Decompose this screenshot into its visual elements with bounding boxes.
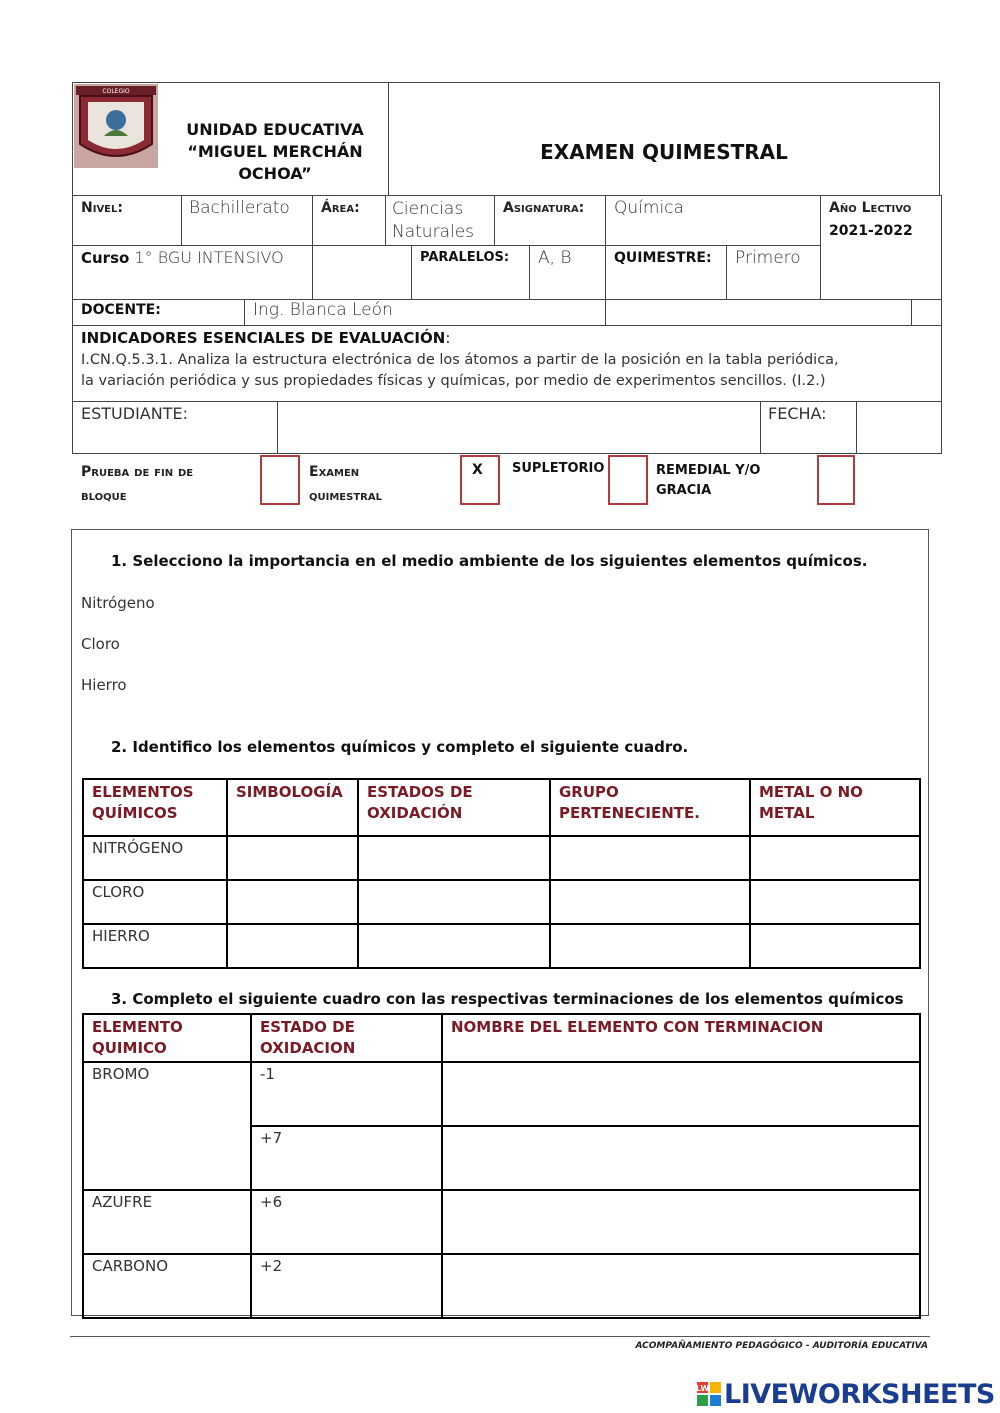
liveworksheets-logo[interactable]	[697, 1378, 995, 1410]
estudiante-label: ESTUDIANTE:	[81, 404, 188, 423]
prueba-label	[81, 460, 193, 508]
q1-item-hierro: Hierro	[81, 676, 127, 694]
q1-item-nitrogeno: Nitrógeno	[81, 594, 155, 612]
paralelos-value: A, B	[538, 248, 572, 268]
q2-input-estados-hierro[interactable]	[358, 924, 550, 968]
liveworksheets-wordmark: LIVEWORKSHEETS	[724, 1378, 995, 1410]
school-name-line2: “MIGUEL MERCHÁN	[187, 142, 363, 161]
q2-input-simbologia-hierro[interactable]	[227, 924, 358, 968]
q3-cell-azufre-state: +6	[251, 1190, 442, 1254]
area-value	[392, 198, 474, 244]
indicadores-label: INDICADORES ESENCIALES DE EVALUACIÓN	[81, 329, 446, 347]
q3-cell-carbono: CARBONO	[83, 1254, 251, 1318]
q2-input-metal-hierro[interactable]	[750, 924, 920, 968]
q3-input-carbono[interactable]	[442, 1254, 920, 1318]
exam-title: EXAMEN QUIMESTRAL	[540, 140, 788, 164]
fecha-label: FECHA:	[768, 404, 827, 423]
q3-input-bromo-2[interactable]	[442, 1126, 920, 1190]
table-row	[83, 1062, 920, 1126]
remedial-label	[656, 461, 760, 501]
q3-cell-carbono-state: +2	[251, 1254, 442, 1318]
footer-note: ACOMPAÑAMIENTO PEDAGÓGICO - AUDITORÍA EDUCATIVA	[635, 1341, 928, 1351]
q3-cell-azufre: AZUFRE	[83, 1190, 251, 1254]
asignatura-value: Química	[614, 198, 684, 218]
svg-text:LW: LW	[697, 1384, 710, 1393]
indicadores-heading	[81, 329, 450, 347]
q2-cell-nitrogeno: NITRÓGENO	[83, 836, 227, 880]
liveworksheets-icon	[697, 1382, 721, 1406]
asignatura-label: Asignatura:	[503, 200, 585, 216]
nivel-label: Nivel:	[81, 200, 123, 216]
table-row	[83, 1254, 920, 1318]
q2-input-metal-cloro[interactable]	[750, 880, 920, 924]
table-row	[83, 880, 920, 924]
q2-input-simbologia-nitrogeno[interactable]	[227, 836, 358, 880]
area-value-line1: Ciencias	[392, 199, 464, 219]
docente-value: Ing. Blanca León	[253, 300, 393, 320]
quimestre-label: QUIMESTRE:	[614, 250, 712, 266]
school-name	[160, 119, 390, 185]
nivel-value: Bachillerato	[189, 198, 290, 218]
curso	[81, 248, 284, 267]
q2-header-grupo: GRUPO PERTENECIENTE.	[550, 779, 750, 836]
q3-header-elemento: ELEMENTO QUIMICO	[83, 1014, 251, 1062]
examen-line1: Examen	[309, 464, 360, 480]
examen-line2: quimestral	[309, 488, 382, 504]
q2-table	[82, 778, 921, 969]
remedial-line2: GRACIA	[656, 483, 712, 498]
remedial-checkbox[interactable]	[817, 455, 855, 505]
curso-value: 1° BGU INTENSIVO	[134, 248, 284, 267]
examen-label	[309, 460, 382, 508]
q2-input-grupo-cloro[interactable]	[550, 880, 750, 924]
estudiante-field[interactable]	[277, 401, 761, 454]
table-row	[83, 1190, 920, 1254]
q2-input-grupo-nitrogeno[interactable]	[550, 836, 750, 880]
q3-header-estado: ESTADO DE OXIDACION	[251, 1014, 442, 1062]
paralelos-label: PARALELOS:	[420, 250, 510, 265]
q1-title: 1. Selecciono la importancia en el medio ambiente de los siguientes elementos químicos.	[111, 552, 868, 570]
q2-cell-hierro: HIERRO	[83, 924, 227, 968]
prueba-line1: Prueba de fin de	[81, 464, 194, 480]
area-value-line2: Naturales	[392, 222, 475, 242]
quimestre-value: Primero	[735, 248, 801, 268]
docente-blank-cell-2	[911, 299, 942, 326]
q3-cell-bromo-state-2: +7	[251, 1126, 442, 1190]
q2-header-simbologia: SIMBOLOGÍA	[227, 779, 358, 836]
school-name-line3: OCHOA”	[238, 164, 312, 183]
q2-header-estados: ESTADOS DE OXIDACIÓN	[358, 779, 550, 836]
q2-header-row	[83, 779, 920, 836]
svg-text:COLEGIO: COLEGIO	[102, 88, 130, 95]
q2-input-grupo-hierro[interactable]	[550, 924, 750, 968]
q3-cell-bromo-state-1: -1	[251, 1062, 442, 1126]
q3-input-azufre[interactable]	[442, 1190, 920, 1254]
remedial-line1: REMEDIAL Y/O	[656, 463, 761, 478]
q2-input-simbologia-cloro[interactable]	[227, 880, 358, 924]
examen-checkbox[interactable]	[460, 455, 500, 505]
prueba-checkbox[interactable]	[260, 455, 300, 505]
school-name-line1: UNIDAD EDUCATIVA	[186, 120, 364, 139]
q1-item-cloro: Cloro	[81, 635, 120, 653]
curso-label: Curso	[81, 249, 130, 267]
q3-input-bromo-1[interactable]	[442, 1062, 920, 1126]
docente-label: DOCENTE:	[81, 302, 161, 318]
q2-input-estados-nitrogeno[interactable]	[358, 836, 550, 880]
q2-input-estados-cloro[interactable]	[358, 880, 550, 924]
footer-divider	[70, 1336, 930, 1337]
q2-title: 2. Identifico los elementos químicos y completo el siguiente cuadro.	[111, 738, 689, 756]
supletorio-label: SUPLETORIO	[512, 461, 605, 476]
indicadores-text-line1: I.CN.Q.5.3.1. Analiza la estructura electrónica de los átomos a partir de la posición en la tabla periódica,	[81, 352, 839, 368]
docente-blank-cell	[605, 299, 912, 326]
curso-blank-cell	[312, 245, 412, 300]
indicadores-text	[81, 350, 839, 392]
q3-table	[82, 1013, 921, 1319]
q3-cell-bromo: BROMO	[83, 1062, 251, 1190]
examen-check-mark: X	[472, 462, 483, 478]
q3-header-row	[83, 1014, 920, 1062]
q2-header-elementos: ELEMENTOS QUÍMICOS	[83, 779, 227, 836]
anio-label: Año Lectivo	[829, 200, 912, 216]
q2-input-metal-nitrogeno[interactable]	[750, 836, 920, 880]
fecha-field[interactable]	[856, 401, 942, 454]
header-title-cell	[388, 82, 940, 196]
indicadores-text-line2: la variación periódica y sus propiedades físicas y químicas, por medio de experimentos sencillos. (I.2.)	[81, 373, 826, 389]
table-row	[83, 836, 920, 880]
indicadores-colon: :	[445, 329, 451, 347]
q2-header-metal: METAL O NO METAL	[750, 779, 920, 836]
q3-header-nombre: NOMBRE DEL ELEMENTO CON TERMINACION	[442, 1014, 920, 1062]
anio-value: 2021-2022	[829, 223, 913, 239]
table-row	[83, 924, 920, 968]
area-label: Área:	[321, 200, 360, 216]
supletorio-checkbox[interactable]	[608, 455, 648, 505]
q3-title: 3. Completo el siguiente cuadro con las respectivas terminaciones de los elementos químicos	[111, 990, 904, 1008]
school-logo	[74, 84, 158, 168]
prueba-line2: bloque	[81, 488, 127, 504]
q2-cell-cloro: CLORO	[83, 880, 227, 924]
